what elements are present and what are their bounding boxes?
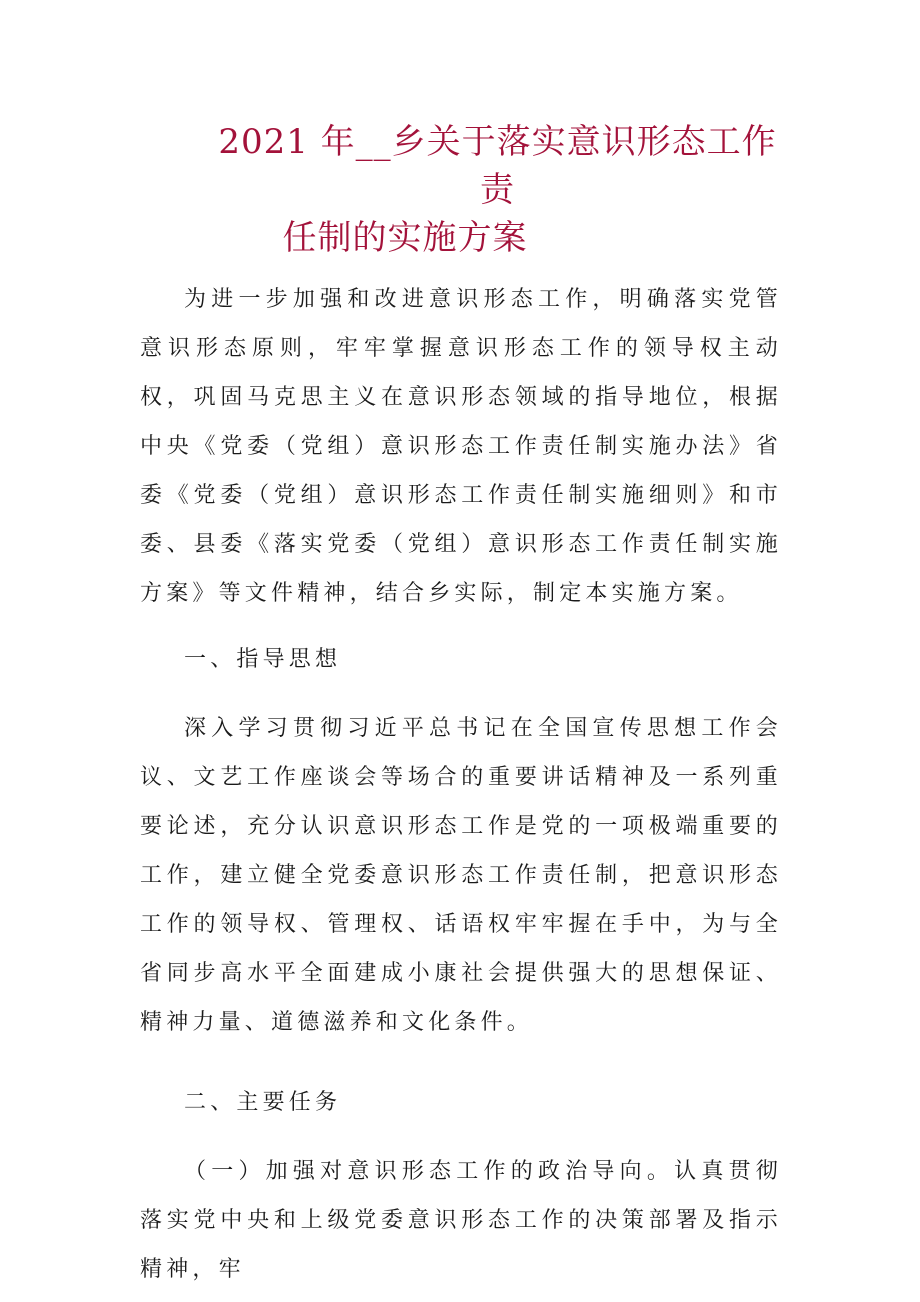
guiding-ideology-paragraph: 深入学习贯彻习近平总书记在全国宣传思想工作会议、文艺工作座谈会等场合的重要讲话精神及一系列重要论述，充分认识意识形态工作是党的一项极端重要的工作，建立健全党委意识形态工作责任制，把意识形态工作的领导权、管理权、话语权牢牢握在手中，为与全省同步高水平全面建成小康社会提供强大的思想保证、精神力量、道德滋养和文化条件。	[140, 716, 782, 1035]
title-line-2: 任制的实施方案	[282, 218, 528, 258]
document-title	[140, 118, 780, 262]
section-heading-guiding-ideology: 一、指导思想	[184, 647, 342, 672]
title-line-1: 2021 年__乡关于落实意识形态工作责	[218, 122, 777, 210]
section-heading-main-tasks: 二、主要任务	[184, 1090, 342, 1115]
main-tasks-paragraph-1: （一）加强对意识形态工作的政治导向。认真贯彻落实党中央和上级党委意识形态工作的决策部署及指示精神，牢	[140, 1159, 782, 1282]
document-body	[140, 275, 782, 1294]
intro-paragraph: 为进一步加强和改进意识形态工作，明确落实党管意识形态原则，牢牢掌握意识形态工作的领导权主动权，巩固马克思主义在意识形态领域的指导地位，根据中央《党委（党组）意识形态工作责任制实施办法》省委《党委（党组）意识形态工作责任制实施细则》和市委、县委《落实党委（党组）意识形态工作责任制实施方案》等文件精神，结合乡实际，制定本实施方案。	[140, 287, 782, 606]
